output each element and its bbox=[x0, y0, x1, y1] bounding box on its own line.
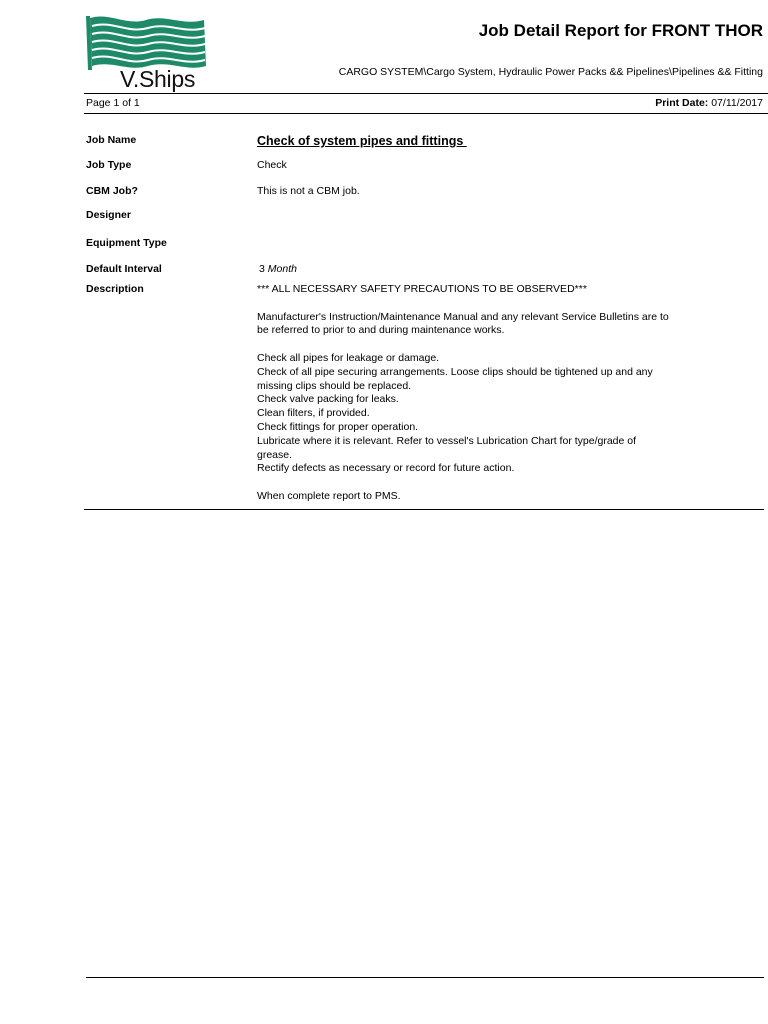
equipment-path: CARGO SYSTEM\Cargo System, Hydraulic Power Packs && Pipelines\Pipelines && Fitting bbox=[338, 66, 763, 78]
description-item: grease. bbox=[257, 448, 293, 461]
description-item: Rectify defects as necessary or record for future action. bbox=[257, 462, 515, 475]
print-date-label: Print Date: bbox=[655, 97, 709, 109]
content-end-divider bbox=[84, 509, 764, 510]
description-item: Check all pipes for leakage or damage. bbox=[257, 351, 440, 364]
footer-divider bbox=[86, 977, 764, 978]
page-number: Page 1 of 1 bbox=[86, 97, 140, 109]
description-item: Check of all pipe securing arrangements. Loose clips should be tightened up and any bbox=[257, 365, 653, 378]
description-item: missing clips should be replaced. bbox=[257, 379, 412, 392]
job-type-value: Check bbox=[257, 159, 287, 171]
header-divider bbox=[84, 93, 768, 94]
equipment-type-label: Equipment Type bbox=[86, 237, 167, 249]
print-date bbox=[655, 97, 763, 109]
description-label: Description bbox=[86, 283, 144, 295]
report-title: Job Detail Report for FRONT THOR bbox=[478, 21, 763, 40]
description-closing: When complete report to PMS. bbox=[257, 489, 401, 502]
description-item: Check valve packing for leaks. bbox=[257, 393, 399, 406]
default-interval-label: Default Interval bbox=[86, 263, 162, 275]
logo-text: V.Ships bbox=[120, 66, 196, 92]
description-line: *** ALL NECESSARY SAFETY PRECAUTIONS TO BE OBSERVED*** bbox=[257, 283, 587, 295]
description-item: Lubricate where it is relevant. Refer to vessel's Lubrication Chart for type/grade of bbox=[257, 434, 637, 447]
default-interval-number: 3 bbox=[259, 263, 265, 275]
subheader-divider bbox=[84, 113, 768, 114]
job-name-value: Check of system pipes and fittings bbox=[257, 134, 467, 148]
job-type-label: Job Type bbox=[86, 159, 132, 171]
print-date-value: 07/11/2017 bbox=[711, 97, 763, 109]
cbm-label: CBM Job? bbox=[86, 185, 138, 197]
description-text bbox=[257, 283, 727, 504]
description-item: Check fittings for proper operation. bbox=[257, 420, 419, 433]
description-line: be referred to prior to and during maintenance works. bbox=[257, 324, 505, 337]
description-line: Manufacturer's Instruction/Maintenance Manual and any relevant Service Bulletins are to bbox=[257, 310, 669, 323]
designer-label: Designer bbox=[86, 209, 131, 221]
job-name-label: Job Name bbox=[86, 134, 137, 146]
default-interval-value bbox=[259, 263, 297, 275]
default-interval-unit: Month bbox=[267, 263, 297, 275]
cbm-value: This is not a CBM job. bbox=[257, 185, 360, 197]
description-item: Clean filters, if provided. bbox=[257, 407, 370, 420]
